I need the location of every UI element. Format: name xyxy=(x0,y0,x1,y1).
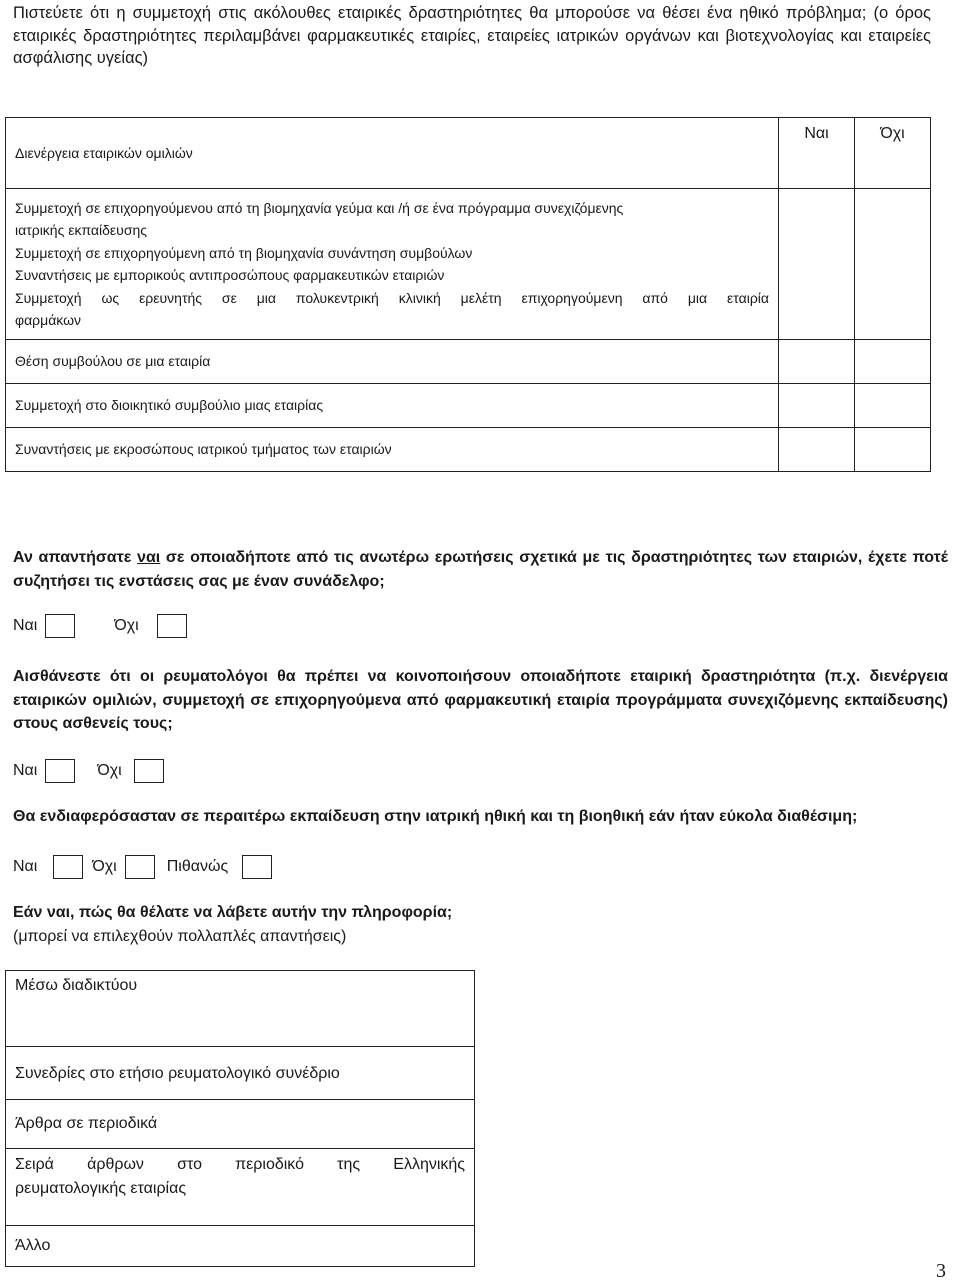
checkbox-no[interactable] xyxy=(157,614,187,638)
option-maybe-label: Πιθανώς xyxy=(166,858,229,875)
table-header-row xyxy=(6,118,931,189)
option-internet[interactable]: Μέσω διαδικτύου xyxy=(6,971,475,1047)
answer-yes-cell[interactable] xyxy=(779,384,855,428)
activity-corporate-talks: Διενέργεια εταιρικών ομιλιών xyxy=(6,118,779,189)
table-row xyxy=(6,340,931,384)
table-row xyxy=(6,1149,475,1226)
table-row xyxy=(6,971,475,1047)
checkbox-yes[interactable] xyxy=(45,759,75,783)
option-yes-label: Ναι xyxy=(13,762,38,779)
activity-group-cell xyxy=(6,189,779,340)
option-no-label: Όχι xyxy=(97,762,122,779)
q2-options xyxy=(13,756,164,786)
table-row xyxy=(6,384,931,428)
column-yes-header: Ναι xyxy=(779,118,855,189)
option-yes-label: Ναι xyxy=(13,858,38,875)
emphasis-yes: ναι xyxy=(137,549,161,566)
activity-medical-dept-meetings: Συναντήσεις με εκροσώπους ιατρικού τμήματος των εταιριών xyxy=(6,428,779,472)
checkbox-maybe[interactable] xyxy=(242,855,272,879)
activity-line: Συμμετοχή σε επιχορηγούμενη από τη βιομηχανία συνάντηση συμβούλων xyxy=(15,244,473,261)
table-row-group xyxy=(6,189,931,340)
answer-no-cell[interactable] xyxy=(855,189,931,340)
table-row xyxy=(6,1047,475,1100)
activity-line: Συμμετοχή σε επιχορηγούμενου από τη βιομηχανία γεύμα και /ή σε ένα πρόγραμμα συνεχιζόμενης xyxy=(15,199,624,216)
answer-yes-cell[interactable] xyxy=(779,428,855,472)
option-congress-sessions[interactable]: Συνεδρίες στο ετήσιο ρευματολογικό συνέδριο xyxy=(6,1047,475,1100)
question-disclose-to-patients: Αισθάνεστε ότι οι ρευματολόγοι θα πρέπει να κοινοποιήσουν οποιαδήποτε εταιρική δραστηριότητα (π.χ. διενέργεια εταιρικών ομιλιών, συμμετοχή σε επιχορηγούμενα από φαρμακευτική εταιρία προγράμματα συνεχιζόμενης εκπαίδευσης) στους ασθενείς τους; xyxy=(13,668,948,732)
option-other[interactable]: Άλλο xyxy=(6,1226,475,1267)
activity-line: ιατρικής εκπαίδευσης xyxy=(15,222,148,238)
q3-options xyxy=(13,852,272,882)
question-how-receive-info: Εάν ναι, πώς θα θέλατε να λάβετε αυτήν την πληροφορία; xyxy=(13,904,453,921)
media-options-table xyxy=(5,970,475,1267)
question-discussed-with-colleague: Αν απαντήσατε ναι σε οποιαδήποτε από τις ανωτέρω ερωτήσεις σχετικά με τις δραστηριότητες των εταιριών, έχετε ποτέ συζητήσει τις ενστάσεις σας με έναν συνάδελφο; xyxy=(13,549,948,590)
activity-line: Συναντήσεις με εμπορικούς αντιπροσώπους φαρμακευτικών εταιριών xyxy=(15,267,445,283)
page-number: 3 xyxy=(936,1260,946,1282)
column-no-header: Όχι xyxy=(855,118,931,189)
table-row xyxy=(6,428,931,472)
option-article-series-line2: ρευματολογικής εταιρίας xyxy=(15,1179,187,1197)
activity-line: φαρμάκων xyxy=(15,312,82,328)
option-journal-articles[interactable]: Άρθρα σε περιοδικά xyxy=(6,1100,475,1149)
activity-line: Συμμετοχή ως ερευνητής σε μια πολυκεντρική κλινική μελέτη επιχορηγούμενη από μια εταιρία xyxy=(15,289,769,306)
checkbox-no[interactable] xyxy=(134,759,164,783)
answer-yes-cell[interactable] xyxy=(779,189,855,340)
option-yes-label: Ναι xyxy=(13,617,38,634)
option-article-series[interactable] xyxy=(6,1149,475,1226)
answer-no-cell[interactable] xyxy=(855,340,931,384)
question-note: (μπορεί να επιλεχθούν πολλαπλές απαντήσεις) xyxy=(13,928,347,945)
question-ethics-education: Θα ενδιαφερόσασταν σε περαιτέρω εκπαίδευση στην ιατρική ηθική και τη βιοηθική εάν ήταν εύκολα διαθέσιμη; xyxy=(13,808,858,825)
intro-question: Πιστεύετε ότι η συμμετοχή στις ακόλουθες εταιρικές δραστηριότητες θα μπορούσε να θέσει ένα ηθικό πρόβλημα; (ο όρος εταιρικές δραστηριότητες περιλαμβάνει φαρμακευτικές εταιρίες, εταιρείες ιατρικών οργάνων και βιοτεχνολογίας και εταιρείες ασφάλισης υγείας) xyxy=(13,4,931,67)
checkbox-no[interactable] xyxy=(125,855,155,879)
activity-board-member: Συμμετοχή στο διοικητικό συμβούλιο μιας εταιρίας xyxy=(6,384,779,428)
q1-options xyxy=(13,611,187,641)
checkbox-yes[interactable] xyxy=(45,614,75,638)
answer-no-cell[interactable] xyxy=(855,384,931,428)
option-article-series-line1: Σειρά άρθρων στο περιοδικό της Ελληνικής xyxy=(15,1156,465,1173)
table-row xyxy=(6,1226,475,1267)
checkbox-yes[interactable] xyxy=(53,855,83,879)
activities-table xyxy=(5,117,931,472)
answer-no-cell[interactable] xyxy=(855,428,931,472)
option-no-label: Όχι xyxy=(114,617,139,634)
answer-yes-cell[interactable] xyxy=(779,340,855,384)
table-row xyxy=(6,1100,475,1149)
activity-consultant: Θέση συμβούλου σε μια εταιρία xyxy=(6,340,779,384)
option-no-label: Όχι xyxy=(92,858,117,875)
